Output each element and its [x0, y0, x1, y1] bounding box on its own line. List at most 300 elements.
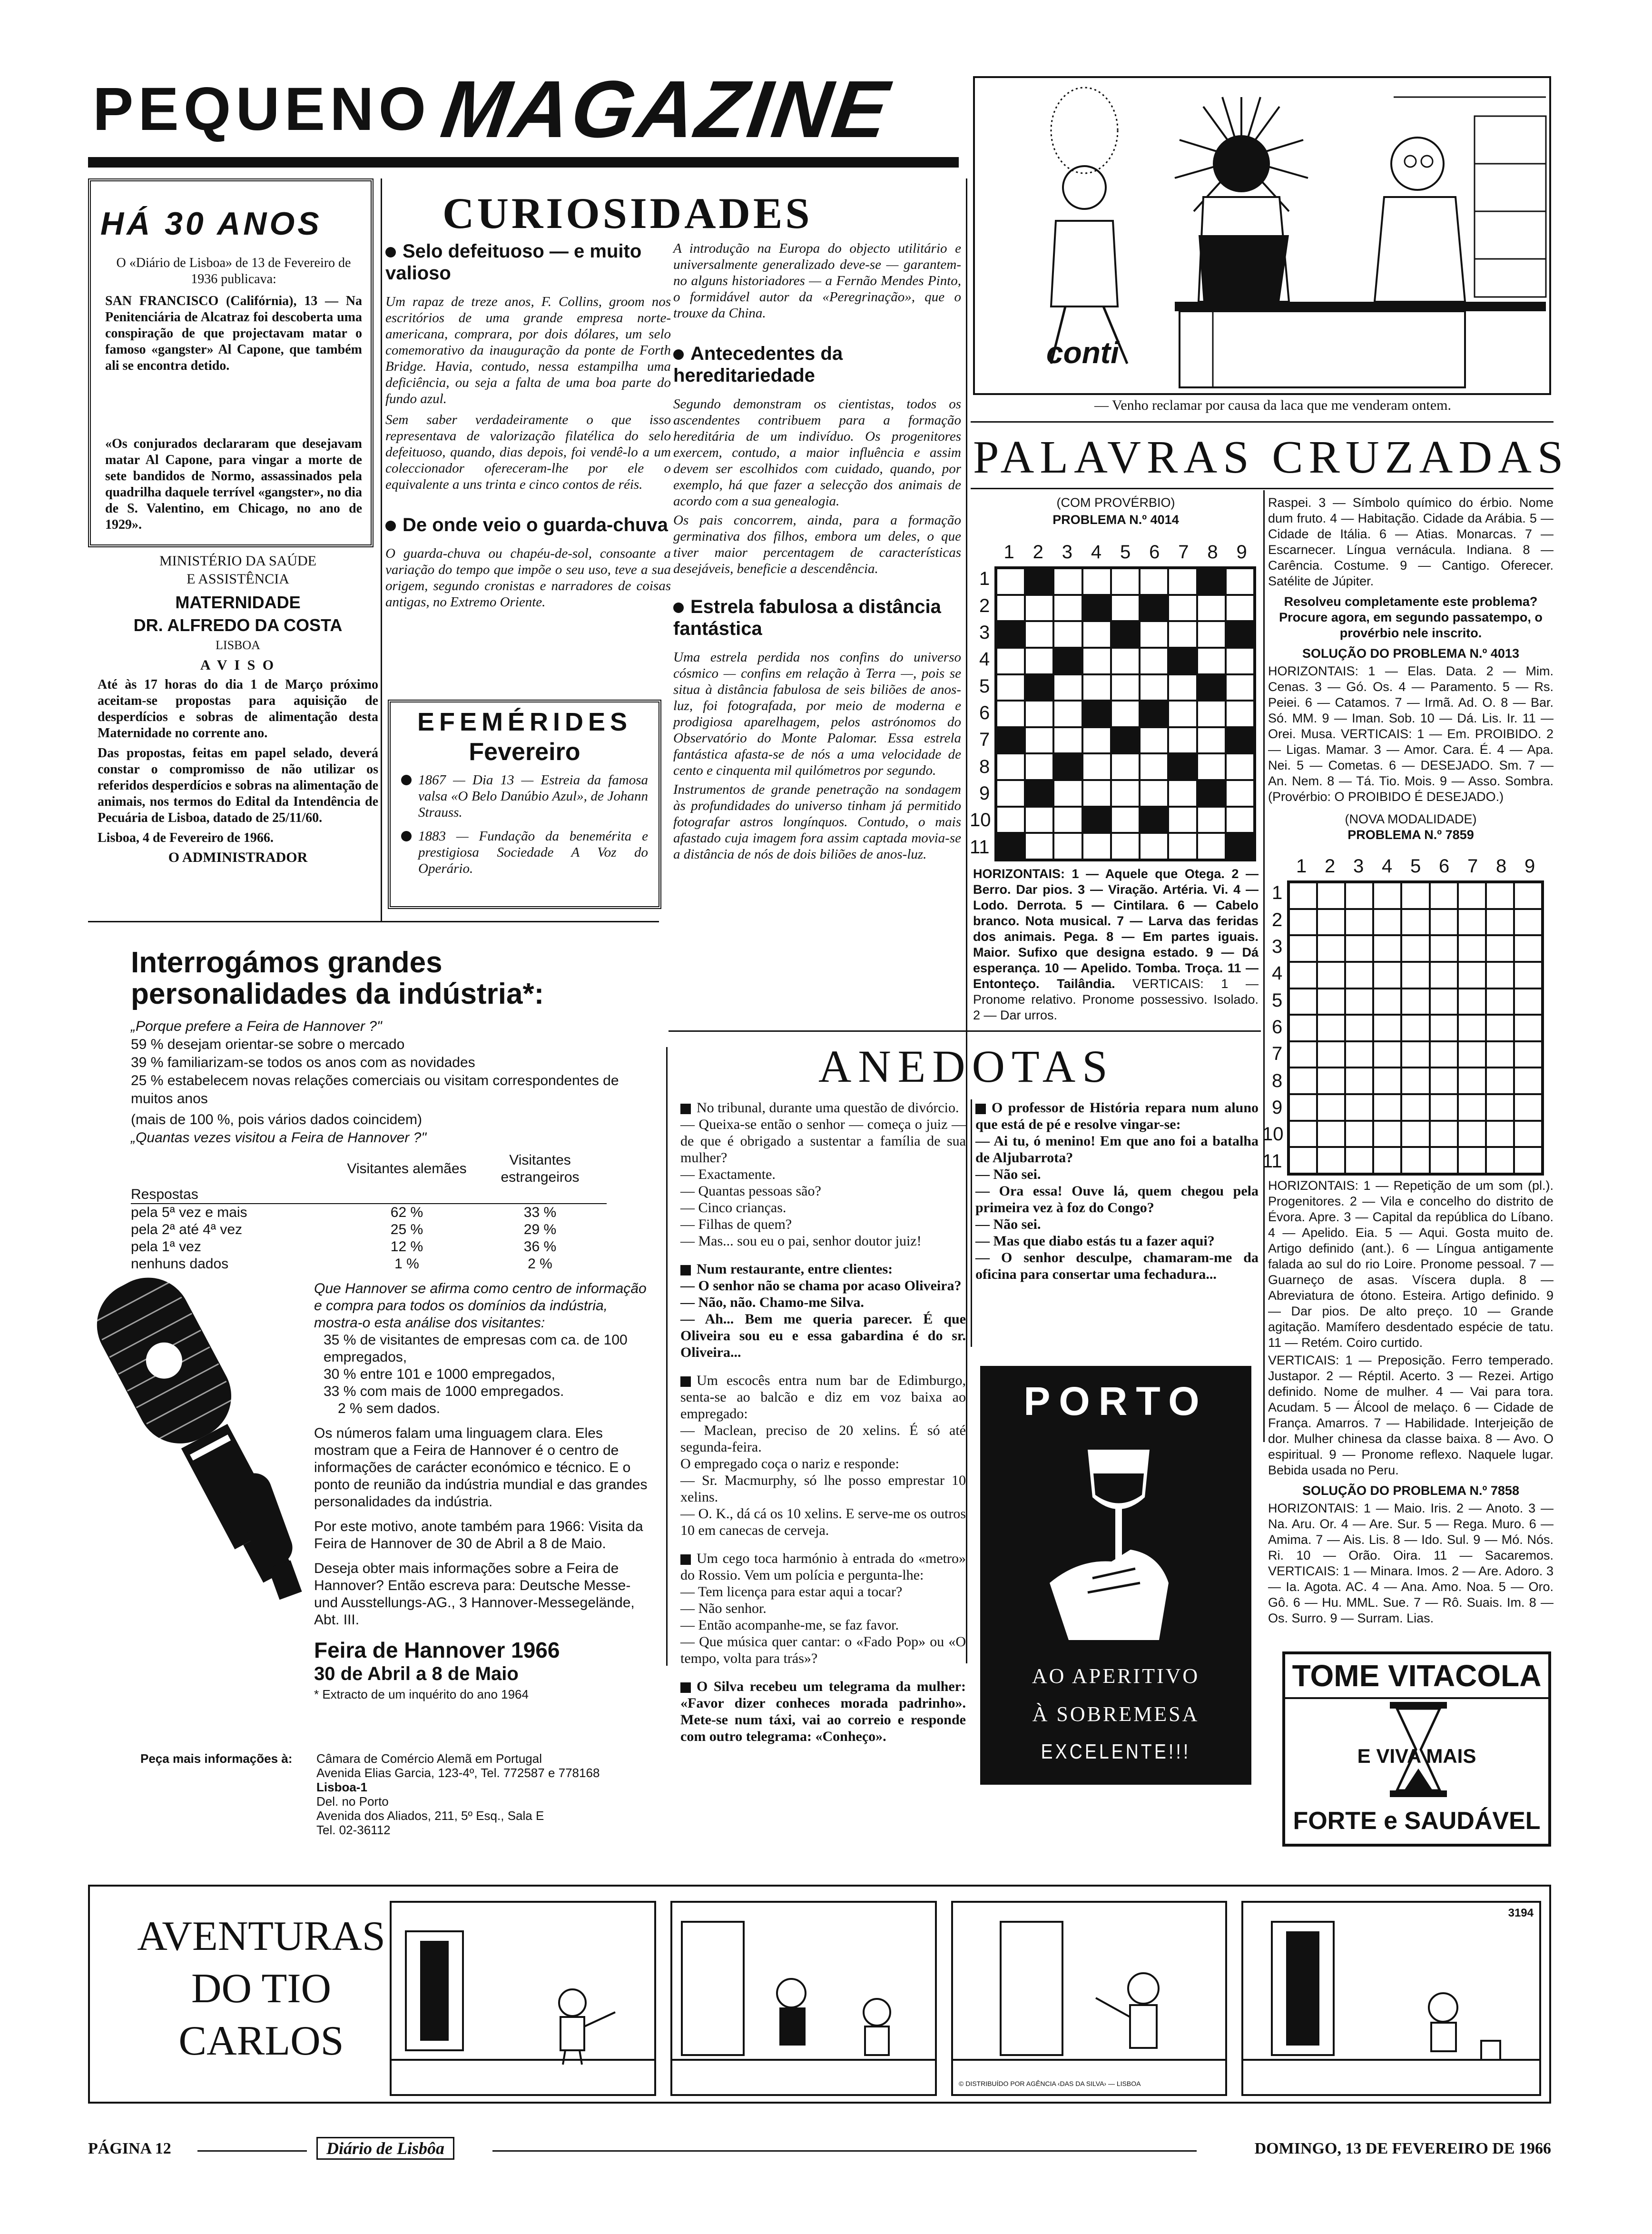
crossword-cell	[1458, 1015, 1486, 1041]
crossword-cell	[1486, 882, 1514, 909]
crossword-cell	[1025, 807, 1053, 833]
crossword-row-number: 4	[979, 649, 990, 670]
crossword-cell	[1053, 833, 1082, 860]
anedota-4c: — Não senhor.	[680, 1601, 767, 1616]
crossword-row-number: 7	[979, 729, 990, 751]
crossword-col-number: 5	[1410, 856, 1421, 877]
crossword-cell	[1082, 621, 1111, 648]
anedota-6c: — Não sei.	[975, 1166, 1041, 1182]
hannover-body4: Deseja obter mais informações sobre a Feira de Hannover? Então escreva para: Deutsche Messe- und Ausstellungs-AG., 3 Hannover-Messegelände, Abt. III.	[314, 1561, 635, 1628]
crossword-cell	[1140, 621, 1168, 648]
porto-l2: À SOBREMESA	[1032, 1702, 1200, 1726]
crossword-cell	[1140, 833, 1168, 860]
anedota-6d: — Ora essa! Ouve lá, quem chegou pela primeira vez à foz do Congo?	[975, 1183, 1259, 1216]
crossword-cell	[1486, 1015, 1514, 1041]
crossword-row-number: 11	[1262, 1150, 1282, 1172]
aventuras-l2: DO TIO	[191, 1966, 332, 2012]
crossword-col-number: 6	[1149, 542, 1160, 563]
crossword-col-number: 3	[1353, 856, 1364, 877]
masthead-magazine: MAGAZINE	[436, 64, 895, 155]
crossword-col-number: 8	[1496, 856, 1507, 877]
crossword-cell	[1458, 1121, 1486, 1147]
crossword-cell	[1317, 1041, 1345, 1068]
crossword-cell	[1430, 1094, 1458, 1121]
crossword-cell	[1140, 674, 1168, 701]
crossword-cell	[1025, 833, 1053, 860]
wine-glass-icon	[1035, 1440, 1202, 1640]
hannover-contact3: Lisboa-1	[316, 1780, 367, 1794]
crossword-cell	[996, 648, 1025, 674]
anedota-2c: — Não, não. Chamo-me Silva.	[680, 1295, 864, 1310]
porto-ad	[980, 1366, 1251, 1785]
crossword-cell	[1373, 1121, 1401, 1147]
crossword-cell	[1226, 568, 1254, 595]
crossword-cell	[1373, 1094, 1401, 1121]
anedota-3b: — Maclean, preciso de 20 xelins. É só até segunda-feira.	[680, 1423, 966, 1455]
crossword-grid-4014	[994, 566, 1256, 861]
crossword-cell	[1111, 701, 1140, 727]
footer-date: DOMINGO, 13 DE FEVEREIRO DE 1966	[1254, 2140, 1551, 2157]
crossword-cell	[1430, 935, 1458, 962]
crossword-cell	[1373, 909, 1401, 936]
hannover-b2: 30 % entre 101 e 1000 empregados,	[324, 1366, 556, 1382]
crossword-cell	[1168, 780, 1197, 807]
section-rule-2	[971, 421, 1554, 423]
crossword-cell	[1373, 1015, 1401, 1041]
crossword-cell	[1025, 595, 1053, 622]
footer-page: PÁGINA 12	[88, 2140, 171, 2157]
ministerio-l5: LISBOA	[216, 638, 260, 652]
anedota-5: O Silva recebeu um telegrama da mulher: «Favor dizer conheces morada padrinho». Mete-se num táxi, vai ao correio e responde com outro telegrama: «Conheço».	[680, 1679, 966, 1744]
comic-panel-2	[670, 1901, 937, 2096]
curio-h1: Selo defeituoso — e muito valioso	[385, 241, 642, 284]
crossword-cell	[1168, 595, 1197, 622]
hannover-q1: „Porque prefere a Feira de Hannover ?"	[131, 1018, 382, 1034]
crossword-col-number: 7	[1467, 856, 1478, 877]
crossword-cell	[1373, 882, 1401, 909]
hannover-headline1: Interrogámos grandes	[131, 946, 442, 979]
crossword-cell	[1289, 1068, 1317, 1094]
crossword-cell	[1197, 780, 1226, 807]
ha30-p1: SAN FRANCISCO (Califórnia), 13 — Na Penitenciária de Alcatraz foi descoberta uma conspiração de que projectavam matar o famoso «gangster» Al Capone, que também ali se encontra detido.	[105, 294, 362, 373]
crossword-cell	[996, 753, 1025, 780]
crossword-cell	[996, 833, 1025, 860]
anedota-6f: — Mas que diabo estás tu a fazer aqui?	[975, 1233, 1215, 1249]
crossword-cell	[1486, 988, 1514, 1015]
crossword-cell	[1053, 674, 1082, 701]
aventuras-credit: © DISTRIBUÍDO POR AGÊNCIA ‹DAS DA SILVA› — LISBOA	[959, 2080, 1141, 2087]
curio-t4: Uma estrela perdida nos confins do universo cósmico — confins em relação à Terra —, pois se situa à distância fabulosa de seis biliões de anos-luz, foi fotografada, por meio de moderna e prodigiosa aparelhagem, pelos astrónomos do Observatório do Monte Palomar. Essa estrela fantástica afasta-se de nós a uma velocidade de cento e cinquenta mil quilómetros por segundo.	[673, 650, 961, 778]
crossword-cell	[1140, 701, 1168, 727]
curio-t2b: A introdução na Europa do objecto utilitário e universalmente generalizado deve-se — garantem-no alguns historiadores — a Fernão Mendes Pinto, o formidável autor da «Peregrinação», que o trouxe da China.	[673, 241, 961, 321]
crossword-cell	[1514, 1041, 1542, 1068]
crossword-cell	[1053, 780, 1082, 807]
curiosidades-title: CURIOSIDADES	[442, 189, 813, 237]
curio-t1b: Sem saber verdadeiramente o que isso representava de valorização filatélica do selo defeituoso, quando, dias depois, foi vendê-lo a um coleccionador ofereceram-lhe por ele o equivalente a uns trinta e cinco contos de réis.	[385, 412, 671, 492]
crossword-cell	[1458, 1094, 1486, 1121]
crossword-col-number: 2	[1325, 856, 1336, 877]
anedota-4d: — Então acompanhe-me, se faz favor.	[680, 1617, 899, 1633]
crossword-cell	[1373, 988, 1401, 1015]
hannover-contact4: Del. no Porto	[316, 1794, 389, 1809]
hannover-contact2: Avenida Elias Garcia, 123-4º, Tel. 772587 e 778168	[316, 1766, 600, 1780]
footer	[88, 2137, 1551, 2165]
hannover-body1: Que Hannover se afirma como centro de informação e compra para todos os domínios da indústria, mostra-o esta análise dos visitantes:	[314, 1281, 647, 1331]
crossword-cell	[1317, 909, 1345, 936]
ministerio-sign: O ADMINISTRADOR	[168, 850, 308, 865]
palavras-sol2: HORIZONTAIS: 1 — Maio. Iris. 2 — Anoto. 3 — Na. Aru. Or. 4 — Are. Sur. 5 — Rega. Muro. 6 — Amima. 7 — Ais. Lis. 8 — Ido. Sul. 9 — Mó. Nós. Ri. 10 — Orão. Oira. 11 — Sacaremos. VERTICAIS: 1 — Minara. Imos. 2 — Are. Adoro. 3 — Ia. Agota. AC. 4 — Ana. Amo. Noa. 5 — Oro. Gô. 6 — Hu. MML. Sue. 7 — Rô. Suais. Im. 8 — Os. Surro. 9 — Surram. Lias.	[1268, 1501, 1554, 1625]
crossword-cell	[996, 674, 1025, 701]
crossword-cell	[1401, 882, 1429, 909]
crossword-row-number: 1	[979, 568, 990, 590]
crossword-cell	[1401, 909, 1429, 936]
crossword-cell	[1458, 882, 1486, 909]
aventuras-l1: AVENTURAS	[137, 1913, 385, 1959]
crossword-cell	[996, 780, 1025, 807]
crossword-row-number: 3	[979, 622, 990, 643]
crossword-col-number: 6	[1439, 856, 1450, 877]
crossword-cell	[1140, 648, 1168, 674]
palavras-vert2: VERTICAIS: 1 — Preposição. Ferro temperado. Justapor. 2 — Réptil. Acerto. 3 — Rezei. Artigo definido. Nome de mulher. 4 — Vai para tora. Acudam. 5 — Álcool de melaço. 6 — Cidade de França. Amarros. 7 — Habilidade. Interjeição de dor. Mulher chinesa da classe baixa. 8 — Avo. O espiritual. 9 — Pronome reflexo. Naquele lugar. Bebida usada no Peru.	[1268, 1353, 1554, 1477]
hannover-body	[314, 1280, 657, 1704]
crossword-cell	[1168, 753, 1197, 780]
crossword-cell	[1486, 1094, 1514, 1121]
anedota-3d: — Sr. Macmurphy, só lhe posso emprestar 10 xelins.	[680, 1473, 966, 1505]
crossword-col-number: 5	[1120, 542, 1131, 563]
section-rule-3	[971, 488, 1554, 489]
anedota-1d: — Quantas pessoas são?	[680, 1183, 821, 1199]
crossword-cell	[1082, 727, 1111, 754]
crossword-cell	[1430, 988, 1458, 1015]
table-row: pela 5ª vez e mais 62 % 33 %	[131, 1205, 557, 1220]
crossword-cell	[1082, 648, 1111, 674]
crossword-cell	[1514, 1147, 1542, 1174]
hannover-peca: Peça mais informações à:	[140, 1751, 293, 1766]
crossword-cell	[1053, 807, 1082, 833]
vitacola-l2: E VIVA MAIS	[1357, 1745, 1476, 1767]
hannover-headline2: personalidades da indústria*:	[131, 978, 544, 1010]
crossword-col-number: 2	[1032, 542, 1043, 563]
crossword-cell	[996, 621, 1025, 648]
crossword-cell	[1458, 909, 1486, 936]
efemerides-e1: 1867 — Dia 13 — Estreia da famosa valsa «O Belo Danúbio Azul», de Johann Strauss.	[401, 772, 648, 820]
masthead	[88, 64, 968, 155]
crossword-col-number: 1	[1003, 542, 1014, 563]
crossword-cell	[1168, 701, 1197, 727]
hannover-q2: „Quantas vezes visitou a Feira de Hannover ?"	[131, 1130, 426, 1146]
palavras-clues-1	[973, 866, 1259, 1023]
crossword-cell	[1401, 962, 1429, 988]
crossword-cell	[1458, 1068, 1486, 1094]
col-rule-1	[381, 178, 382, 921]
crossword-cell	[1514, 882, 1542, 909]
crossword-cell	[1458, 988, 1486, 1015]
palavras-sol2title: SOLUÇÃO DO PROBLEMA N.º 7858	[1302, 1483, 1519, 1498]
crossword-cell	[1111, 780, 1140, 807]
crossword-cell	[1514, 1015, 1542, 1041]
aventuras-num: 3194	[1508, 1907, 1534, 1919]
aventuras-strip	[88, 1885, 1551, 2104]
crossword-cell	[1168, 727, 1197, 754]
hannover-body2: Os números falam uma linguagem clara. Eles mostram que a Feira de Hannover é o centro de informações de carácter económico e técnico. E o ponto de reunião da indústria mundial e das grandes personalidades da indústria.	[314, 1425, 648, 1510]
crossword-cell	[1053, 621, 1082, 648]
crossword-cell	[1111, 727, 1140, 754]
crossword-cell	[1373, 1041, 1401, 1068]
crossword-cell	[1486, 935, 1514, 962]
hannover-contact5: Avenida dos Aliados, 211, 5º Esq., Sala E	[316, 1809, 544, 1823]
hannover-note: (mais de 100 %, pois vários dados coincidem)	[131, 1112, 422, 1127]
table-row: pela 2ª até 4ª vez 25 % 29 %	[131, 1222, 557, 1237]
crossword-cell	[1082, 780, 1111, 807]
crossword-cell	[1197, 568, 1226, 595]
hannover-col1: Visitantes alemães	[347, 1161, 467, 1176]
crossword-cell	[1082, 595, 1111, 622]
crossword-cell	[1317, 1068, 1345, 1094]
crossword-cell	[1317, 1015, 1345, 1041]
crossword-cell	[1345, 909, 1373, 936]
curiosidades-col2	[673, 240, 961, 862]
palavras-title: PALAVRAS CRUZADAS	[973, 432, 1569, 483]
crossword-col-number: 3	[1062, 542, 1073, 563]
crossword-cell	[1082, 833, 1111, 860]
crossword-cell	[1111, 648, 1140, 674]
crossword-cell	[1401, 988, 1429, 1015]
anedota-1c: — Exactamente.	[680, 1166, 776, 1182]
anedota-6e: — Não sei.	[975, 1216, 1041, 1232]
crossword-row-number: 10	[1262, 1124, 1284, 1145]
crossword-cell	[1317, 935, 1345, 962]
crossword-cell	[1289, 1121, 1317, 1147]
crossword-row-number: 2	[979, 595, 990, 616]
curio-t3: Segundo demonstram os cientistas, todos os ascendentes contribuem para a formação hereditária de um indivíduo. Os progenitores exercem, contudo, a maior influência e assim devem ser escolhidos com cuidado, quando, por exemplo, há que fazer a selecção dos animais de acordo com a sua genealogia.	[673, 396, 961, 509]
ministerio-l3: MATERNIDADE	[175, 593, 301, 612]
crossword-cell	[1458, 1041, 1486, 1068]
ha30-title: HÁ 30 ANOS	[100, 206, 322, 242]
crossword-cell	[1226, 753, 1254, 780]
comic-panel-4	[1241, 1901, 1541, 2096]
masthead-pequeno: PEQUENO	[93, 75, 431, 143]
crossword-cell	[1168, 674, 1197, 701]
crossword-cell	[1168, 568, 1197, 595]
anedota-6b: — Ai tu, ó menino! Em que ano foi a batalha de Aljubarrota?	[975, 1133, 1259, 1166]
crossword-row-number: 11	[970, 836, 990, 858]
anedota-6: O professor de História repara num aluno que está de pé e resolve vingar-se:	[975, 1100, 1259, 1132]
hannover-contact1: Câmara de Comércio Alemã em Portugal	[316, 1751, 542, 1766]
vitacola-ad	[1282, 1651, 1551, 1847]
palavras-clues-2	[1268, 1178, 1554, 1626]
col-rule-3	[666, 1047, 668, 1666]
crossword-cell	[1430, 1015, 1458, 1041]
crossword-cell	[1345, 1015, 1373, 1041]
curio-t2: O guarda-chuva ou chapéu-de-sol, consoante a variação do tempo que impõe o seu uso, teve a sua origem, segundo cronistas e narradores de coisas antigas, no Extremo Oriente.	[385, 546, 671, 610]
crossword-cell	[1317, 1094, 1345, 1121]
crossword-cell	[1082, 701, 1111, 727]
aventuras-title	[109, 1910, 413, 2067]
crossword-row-number: 8	[979, 756, 990, 777]
crossword-col-number: 4	[1382, 856, 1393, 877]
anedotas-col1	[680, 1099, 966, 1745]
anedota-2: Num restaurante, entre clientes:	[680, 1261, 966, 1277]
crossword-cell	[1140, 568, 1168, 595]
palavras-sol1title: SOLUÇÃO DO PROBLEMA N.º 4013	[1302, 646, 1519, 661]
crossword-cell	[1289, 988, 1317, 1015]
crossword-row-number: 9	[979, 783, 990, 804]
crossword-cell	[1345, 1068, 1373, 1094]
crossword-cell	[1025, 621, 1053, 648]
ha30-p2: «Os conjurados declararam que desejavam matar Al Capone, para vingar a morte de sete bandidos de Normo, assassinados pela quadrilha daquele terrível «gangster», no dia de S. Valentino, em Chicago, no ano de 1929».	[105, 436, 362, 532]
crossword-row-number: 5	[979, 675, 990, 697]
crossword-cell	[1053, 568, 1082, 595]
crossword-cell	[1111, 621, 1140, 648]
crossword-cell	[1373, 1068, 1401, 1094]
crossword-cell	[1430, 962, 1458, 988]
crossword-cell	[1197, 727, 1226, 754]
crossword-cell	[1486, 1121, 1514, 1147]
crossword-cell	[1289, 935, 1317, 962]
crossword-row-number: 7	[1272, 1043, 1283, 1065]
anedotas-title: ANEDOTAS	[818, 1041, 1114, 1092]
crossword-cell	[1053, 595, 1082, 622]
crossword-cell	[1345, 882, 1373, 909]
crossword-row-number: 4	[1272, 963, 1283, 984]
hannover-col2: Visitantes estrangeiros	[501, 1152, 580, 1185]
crossword-cell	[1345, 988, 1373, 1015]
crossword-cell	[1514, 962, 1542, 988]
ministerio-aviso: A V I S O	[200, 657, 276, 673]
hannover-extracto: * Extracto de um inquérito do ano 1964	[314, 1687, 529, 1701]
crossword-cell	[1514, 909, 1542, 936]
hannover-rlabel: Respostas	[131, 1186, 340, 1204]
crossword-cell	[1226, 701, 1254, 727]
crossword-cell	[1345, 1121, 1373, 1147]
curiosidades-col1	[385, 240, 671, 610]
crossword-cell	[1197, 674, 1226, 701]
curio-h4: Estrela fabulosa a distância fantástica	[673, 596, 941, 639]
palavras-right-col	[1268, 495, 1554, 843]
anedota-1f: — Filhas de quem?	[680, 1216, 792, 1232]
crossword-cell	[1317, 962, 1345, 988]
crossword-cell	[1082, 674, 1111, 701]
crossword-cell	[1401, 1068, 1429, 1094]
crossword-col-number: 4	[1091, 542, 1102, 563]
crossword-cell	[1226, 674, 1254, 701]
anedota-1b: — Queixa-se então o senhor — começa o juiz — de que é obrigado a sustentar a família de sua mulher?	[680, 1117, 966, 1166]
crossword-cell	[1226, 621, 1254, 648]
crossword-cell	[1514, 1094, 1542, 1121]
crossword-cell	[1514, 935, 1542, 962]
crossword-cell	[1430, 1041, 1458, 1068]
crossword-cell	[996, 807, 1025, 833]
crossword-cell	[1226, 807, 1254, 833]
crossword-cell	[1514, 1121, 1542, 1147]
crossword-cell	[1168, 621, 1197, 648]
hannover-contact6: Tel. 02-36112	[316, 1823, 391, 1837]
palavras-sol1: HORIZONTAIS: 1 — Elas. Data. 2 — Mim. Cenas. 3 — Gó. Os. 4 — Paramento. 5 — Rs. Peiei. 6 — Catamos. 7 — Irmã. Ad. O. 8 — Bar. Só. MM. 9 — Iman. Sob. 10 — Dá. Lis. Ir. 11 — Orei. Musa. VERTICAIS: 1 — Em. PROIBIDO. 2 — Ligas. Mamar. 3 — Amor. Cara. É. 4 — Apa. Nei. 5 — Cometas. 6 — DESEJADO. Sm. 7 — An. Nem. 8 — Tá. Tio. Mois. 9 — Asso. Sombra. (Provérbio: O PROIBIDO É DESEJADO.)	[1268, 664, 1554, 804]
crossword-cell	[1430, 1121, 1458, 1147]
anedota-3: Um escocês entra num bar de Edimburgo, senta-se ao balcão e diz em voz baixa ao empregado:	[680, 1373, 966, 1422]
anedota-6g: — O senhor desculpe, chamaram-me da oficina para consertar uma fechadura...	[975, 1250, 1259, 1282]
crossword-cell	[1197, 701, 1226, 727]
crossword-cell	[1111, 807, 1140, 833]
comic-panel-3	[951, 1901, 1227, 2096]
crossword-cell	[1317, 1147, 1345, 1174]
col-rule-5	[971, 1099, 972, 1347]
hannover-b4: 2 % sem dados.	[338, 1401, 441, 1416]
crossword-cell	[1025, 701, 1053, 727]
crossword-cell	[1226, 833, 1254, 860]
crossword-cell	[1053, 648, 1082, 674]
anedota-3e: — O. K., dá cá os 10 xelins. E serve-me os outros 10 em canecas de cerveja.	[680, 1506, 966, 1538]
crossword-cell	[1289, 1041, 1317, 1068]
ministerio-ad	[98, 552, 378, 914]
crossword-row-number: 3	[1272, 936, 1283, 957]
crossword-cell	[1486, 1068, 1514, 1094]
crossword-cell	[1373, 962, 1401, 988]
crossword-cell	[1053, 727, 1082, 754]
crossword-cell	[1168, 807, 1197, 833]
crossword-cell	[1168, 648, 1197, 674]
palavras-sub2: PROBLEMA N.º 4014	[1052, 513, 1179, 527]
crossword-cell	[1111, 833, 1140, 860]
anedota-4e: — Que música quer cantar: o «Fado Pop» ou «O tempo, volta para trás»?	[680, 1634, 966, 1666]
efemerides-box	[388, 700, 661, 909]
crossword-cell	[1226, 727, 1254, 754]
crossword-cell	[1401, 1094, 1429, 1121]
anedota-4: Um cego toca harmónio à entrada do «metro» do Rossio. Vem um polícia e pergunta-lhe:	[680, 1551, 966, 1583]
palavras-horiz: HORIZONTAIS: 1 — Aquele que Otega. 2 — Berro. Dar pios. 3 — Viração. Artéria. Vi. 4 — Lodo. Derrota. 5 — Cintilara. 6 — Cabelo branco. Nota musical. 7 — Larva das feridas dos animais. Pega. 8 — Em partes iguais. Maior. Sufixo que designa estado. 9 — Dá esperança. 10 — Apelido. Tomba. Troça. 11 — Entonteço. Tailândia.	[973, 867, 1259, 991]
vitacola-l1: TOME VITACOLA	[1285, 1654, 1548, 1699]
curio-t4b: Instrumentos de grande penetração na sondagem às profundidades do universo tinham já permitido fotografar astros longínquos. Contudo, o mais afastado cuja imagem fora assim captada movia-se a distância de nós de dois biliões de anos-luz.	[673, 782, 961, 862]
crossword-cell	[1140, 807, 1168, 833]
crossword-cell	[1373, 935, 1401, 962]
cartoon-signature: conti	[1046, 336, 1119, 370]
efemerides-month: Fevereiro	[469, 738, 580, 766]
ministerio-p1: Até às 17 horas do dia 1 de Março próximo aceitam-se propostas para aquisição de desperdícios e sobras de alimentação desta Maternidade no corrente ano.	[98, 677, 378, 741]
crossword-cell	[1025, 648, 1053, 674]
palavras-sub4: PROBLEMA N.º 7859	[1347, 828, 1474, 842]
microphone-icon	[90, 1247, 314, 1604]
crossword-cell	[1486, 1147, 1514, 1174]
crossword-cell	[996, 568, 1025, 595]
efemerides-e2: 1883 — Fundação da benemérita e prestigiosa Sociedade A Voz do Operário.	[401, 828, 648, 877]
crossword-cell	[1053, 753, 1082, 780]
ha30-intro: O «Diário de Lisboa» de 13 de Fevereiro de 1936 publicava:	[116, 256, 351, 287]
crossword-cell	[1226, 595, 1254, 622]
crossword-cell	[1111, 674, 1140, 701]
footer-paper: Diário de Lisbôa	[316, 2137, 454, 2160]
crossword-cell	[1458, 935, 1486, 962]
crossword-cell	[1197, 595, 1226, 622]
palavras-horiz2: HORIZONTAIS: 1 — Repetição de um som (pl.). Progenitores. 2 — Vila e concelho do distrito de Évora. Apre. 3 — Capital da república do Líbano. 4 — Apelido. Eia. 5 — Aqui. Gosta muito de. Artigo definido (ant.). 6 — Língua antigamente falada ao sul do rio Loire. Pronome pessoal. 7 — Guarneço de asas. Víscera dupla. 8 — Abreviatura de ótono. Esteira. Artigo definido. 9 — Dar pios. De alto preço. 10 — Grande agitação. Mamífero desdentado espécie de tatu. 11 — Retém. Coiro curtido.	[1268, 1178, 1554, 1350]
crossword-cell	[1168, 833, 1197, 860]
crossword-cell	[1111, 568, 1140, 595]
crossword-cell	[1401, 1147, 1429, 1174]
crossword-cell	[1345, 1041, 1373, 1068]
cartoon-caption: — Venho reclamar por causa da laca que me venderam ontem.	[1094, 397, 1451, 413]
crossword-cell	[1345, 962, 1373, 988]
crossword-col-number: 9	[1236, 542, 1247, 563]
hannover-a3: 25 % estabelecem novas relações comerciais ou visitam correspondentes de muitos anos	[131, 1073, 619, 1107]
crossword-cell	[1197, 648, 1226, 674]
col-rule-2	[966, 178, 967, 1663]
crossword-grid-7859	[1287, 880, 1544, 1176]
crossword-row-number: 9	[1272, 1097, 1283, 1118]
crossword-cell	[1430, 1068, 1458, 1094]
crossword-cell	[1289, 1147, 1317, 1174]
crossword-cell	[1197, 807, 1226, 833]
crossword-cell	[1197, 753, 1226, 780]
crossword-cell	[1289, 1015, 1317, 1041]
